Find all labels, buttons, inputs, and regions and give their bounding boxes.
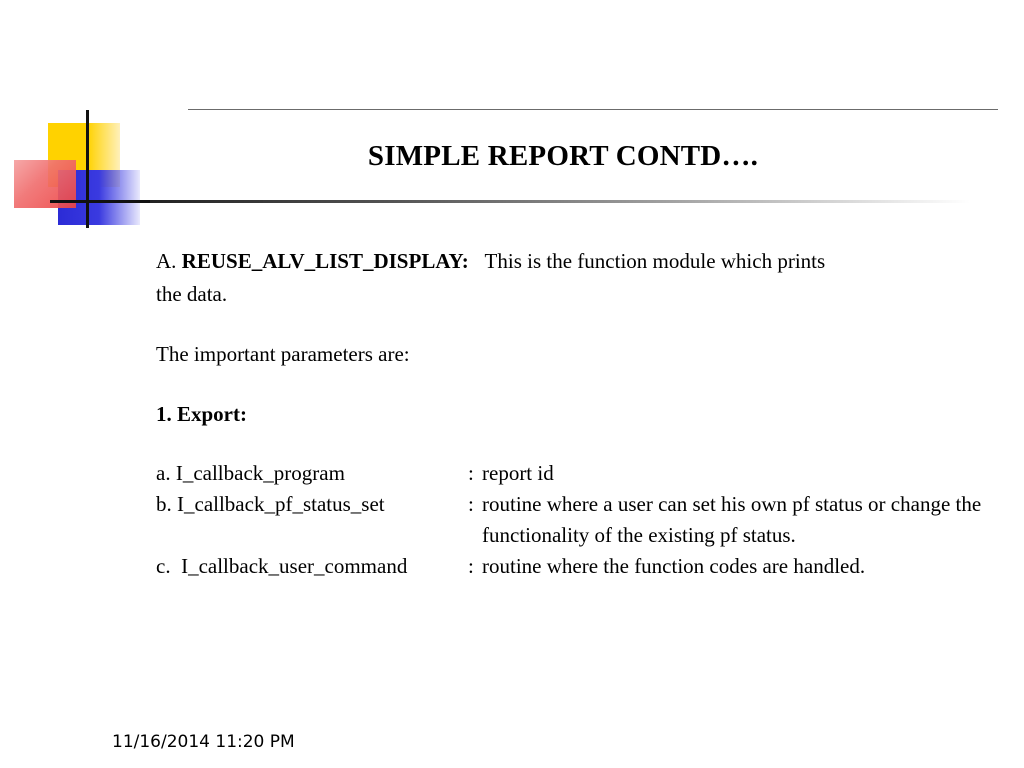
parameter-row: [156, 489, 996, 551]
parameter-name: a. I_callback_program: [156, 461, 345, 485]
footer-datetime: 11/16/2014 11:20 PM: [112, 732, 295, 752]
logo-vertical-line: [86, 110, 89, 228]
parameter-description: report id: [482, 461, 554, 485]
slide-body: [156, 245, 996, 582]
top-rule: [188, 109, 998, 110]
parameter-name: b. I_callback_pf_status_set: [156, 492, 385, 516]
function-name: REUSE_ALV_LIST_DISPLAY:: [181, 249, 469, 273]
parameter-row: [156, 551, 996, 582]
parameter-description: routine where the function codes are handled.: [482, 554, 866, 578]
function-desc-line2: the data.: [156, 282, 228, 306]
parameter-separator: :: [468, 492, 474, 516]
export-heading: 1. Export:: [156, 402, 247, 426]
parameter-separator: :: [468, 554, 474, 578]
params-intro: The important parameters are:: [156, 342, 410, 366]
parameter-separator: :: [468, 461, 474, 485]
slide-title: SIMPLE REPORT CONTD….: [367, 140, 759, 172]
section-prefix: A.: [156, 249, 177, 273]
decorative-squares-logo: [0, 100, 150, 240]
parameter-list: [156, 458, 996, 582]
function-desc-line1: This is the function module which prints: [484, 249, 826, 273]
parameter-row: [156, 458, 996, 489]
title-underline: [150, 200, 970, 203]
parameter-name: c. I_callback_user_command: [156, 554, 408, 578]
function-description: [156, 245, 996, 311]
parameter-description: routine where a user can set his own pf status or change the functionality of the existing pf status.: [482, 492, 982, 547]
